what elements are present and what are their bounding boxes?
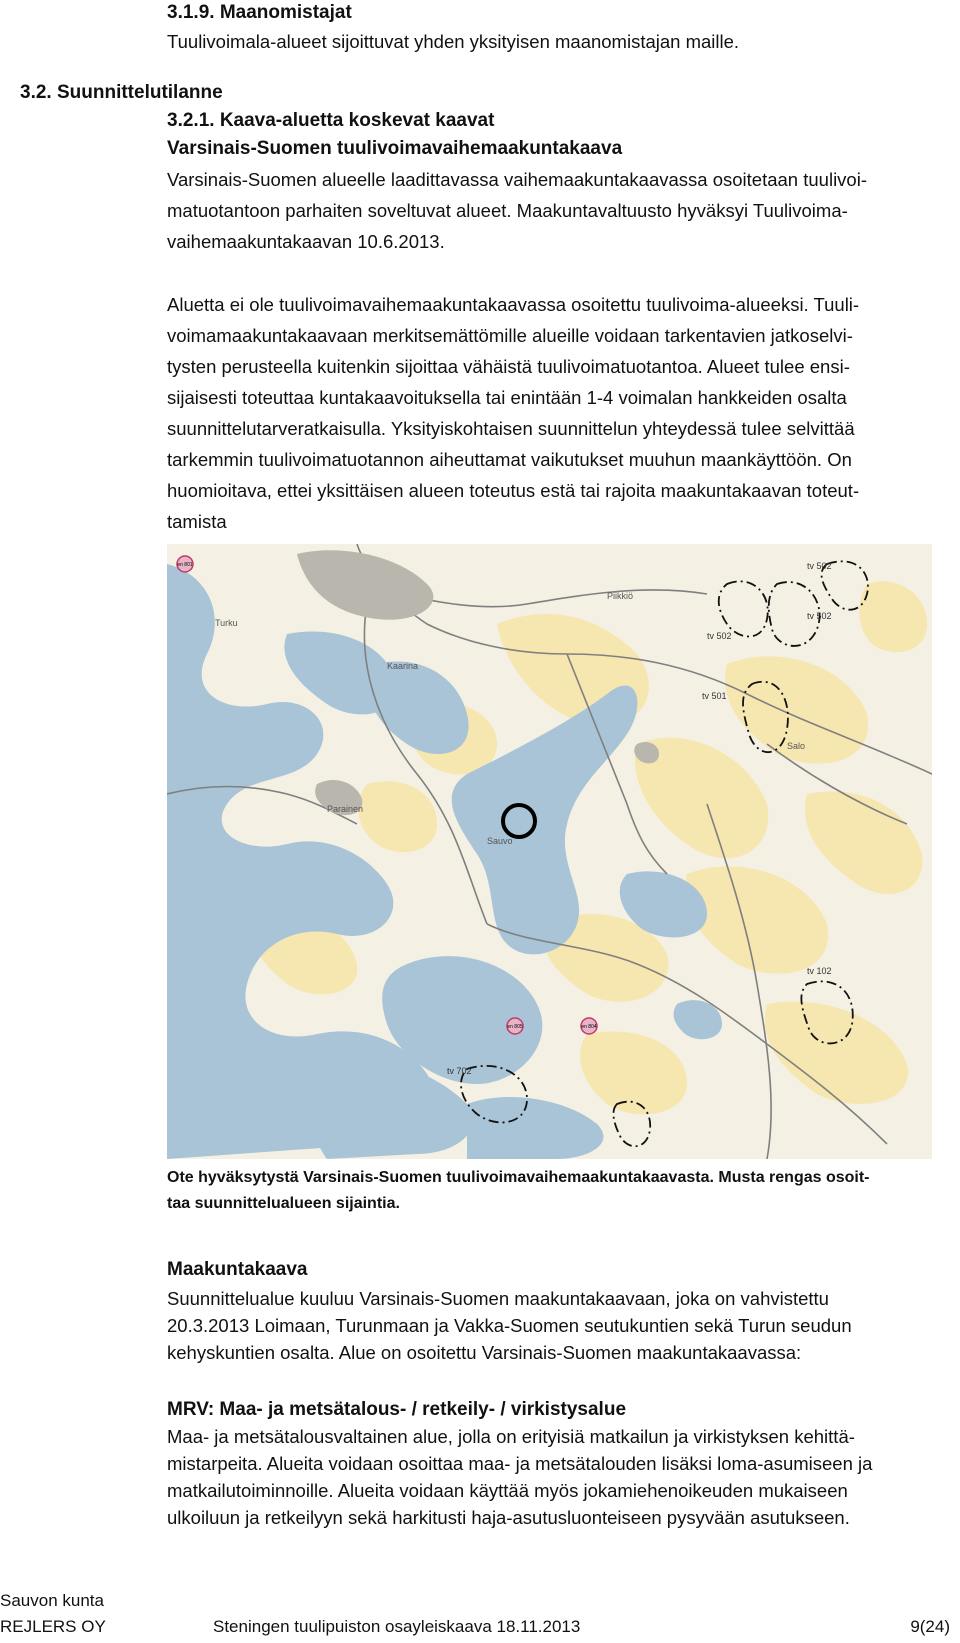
map-place-label: Turku	[215, 618, 238, 628]
text-line: vaihemaakuntakaavan 10.6.2013.	[167, 231, 445, 252]
map-area-label: tv 502	[807, 561, 832, 571]
footer-document-title: Steningen tuulipuiston osayleiskaava 18.11.2013	[213, 1617, 581, 1636]
text-line: tamista	[167, 511, 227, 532]
text-line: Maa- ja metsätalousvaltainen alue, jolla on erityisiä matkailun ja virkistyksen kehittä-	[167, 1426, 855, 1447]
marker-label: en 805	[507, 1024, 523, 1030]
marker-label: en 801	[177, 562, 193, 568]
text-line: huomioitava, ettei yksittäisen alueen toteutus estä tai rajoita maakuntakaavan toteut-	[167, 480, 860, 501]
paragraph-1	[167, 164, 867, 257]
map-place-label: Parainen	[327, 804, 364, 814]
text-line: tarkemmin tuulivoimatuotannon aiheuttamat vaikutukset muuhun maankäyttöön. On	[167, 449, 852, 470]
section-3-1-9-heading: 3.1.9. Maanomistajat	[167, 2, 352, 23]
map-area-label: tv 502	[707, 631, 732, 641]
caption-line: taa suunnittelualueen sijaintia.	[167, 1195, 400, 1212]
map-figure	[167, 544, 932, 1159]
map-place-label: Salo	[787, 741, 806, 751]
footer-company: REJLERS OY	[0, 1617, 106, 1636]
text-line: matuotantoon parhaiten soveltuvat alueet. Maakuntavaltuusto hyväksyi Tuulivoima-	[167, 200, 848, 221]
section-3-1-9-text: Tuulivoimala-alueet sijoittuvat yhden yksityisen maanomistajan maille.	[167, 31, 740, 52]
map-place-label: Kaarina	[387, 661, 419, 671]
text-line: Aluetta ei ole tuulivoimavaihemaakuntakaavassa osoitettu tuulivoima-alueeksi. Tuuli-	[167, 294, 860, 315]
text-line: voimamaakuntakaavaan merkitsemättömille alueille voidaan tarkentavien jatkoselvi-	[167, 325, 853, 346]
text-line: suunnittelutarveratkaisulla. Yksityiskohtaisen suunnittelun yhteydessä tulee selvittää	[167, 418, 855, 439]
maakuntakaava-paragraph	[167, 1285, 852, 1366]
map-area-label: tv 501	[702, 691, 727, 701]
map-place-label: Piikkiö	[607, 591, 634, 601]
text-line: mistarpeita. Alueita voidaan osoittaa maa- ja metsätalouden lisäksi loma-asumiseen ja	[167, 1453, 873, 1474]
map-image	[167, 544, 932, 1159]
map-caption	[167, 1165, 870, 1217]
text-line: Suunnittelualue kuuluu Varsinais-Suomen maakuntakaavaan, joka on vahvistettu	[167, 1288, 829, 1309]
text-line: kehyskuntien osalta. Alue on osoitettu Varsinais-Suomen maakuntakaavassa:	[167, 1342, 802, 1363]
map-area-label: tv 702	[447, 1066, 472, 1076]
footer-municipality: Sauvon kunta	[0, 1591, 104, 1610]
paragraph-2	[167, 289, 859, 537]
text-line: 20.3.2013 Loimaan, Turunmaan ja Vakka-Suomen seutukuntien sekä Turun seudun	[167, 1315, 852, 1336]
text-line: tysten perusteella kuitenkin sijoittaa vähäistä tuulivoimatuotantoa. Alueet tulee ensi-	[167, 356, 850, 377]
section-3-2-heading: 3.2. Suunnittelutilanne	[20, 82, 223, 103]
caption-line: Ote hyväksytystä Varsinais-Suomen tuulivoimavaihemaakuntakaavasta. Musta rengas osoit-	[167, 1169, 870, 1186]
text-line: sijaisesti toteuttaa kuntakaavoituksella tai enintään 1-4 voimalan hankkeiden osalta	[167, 387, 847, 408]
footer-page-number: 9(24)	[910, 1617, 950, 1636]
map-area-label: tv 502	[807, 611, 832, 621]
section-3-2-1-heading: 3.2.1. Kaava-aluetta koskevat kaavat	[167, 110, 495, 131]
maakuntakaava-heading: Maakuntakaava	[167, 1259, 308, 1280]
text-line: matkailutoiminnoille. Alueita voidaan käyttää myös jokamiehenoikeuden mukaiseen	[167, 1480, 848, 1501]
marker-label: en 804	[581, 1024, 597, 1030]
map-place-label: Sauvo	[487, 836, 513, 846]
text-line: ulkoiluun ja retkeilyyn sekä harkitusti haja-asutusluonteiseen pysyvään asutukseen.	[167, 1507, 850, 1528]
mrv-paragraph	[167, 1423, 872, 1531]
text-line: Varsinais-Suomen alueelle laadittavassa vaihemaakuntakaavassa osoitetaan tuulivoi-	[167, 169, 867, 190]
tuulivoima-subheading: Varsinais-Suomen tuulivoimavaihemaakuntakaava	[167, 138, 623, 159]
mrv-heading: MRV: Maa- ja metsätalous- / retkeily- / virkistysalue	[167, 1399, 627, 1420]
map-area-label: tv 102	[807, 966, 832, 976]
